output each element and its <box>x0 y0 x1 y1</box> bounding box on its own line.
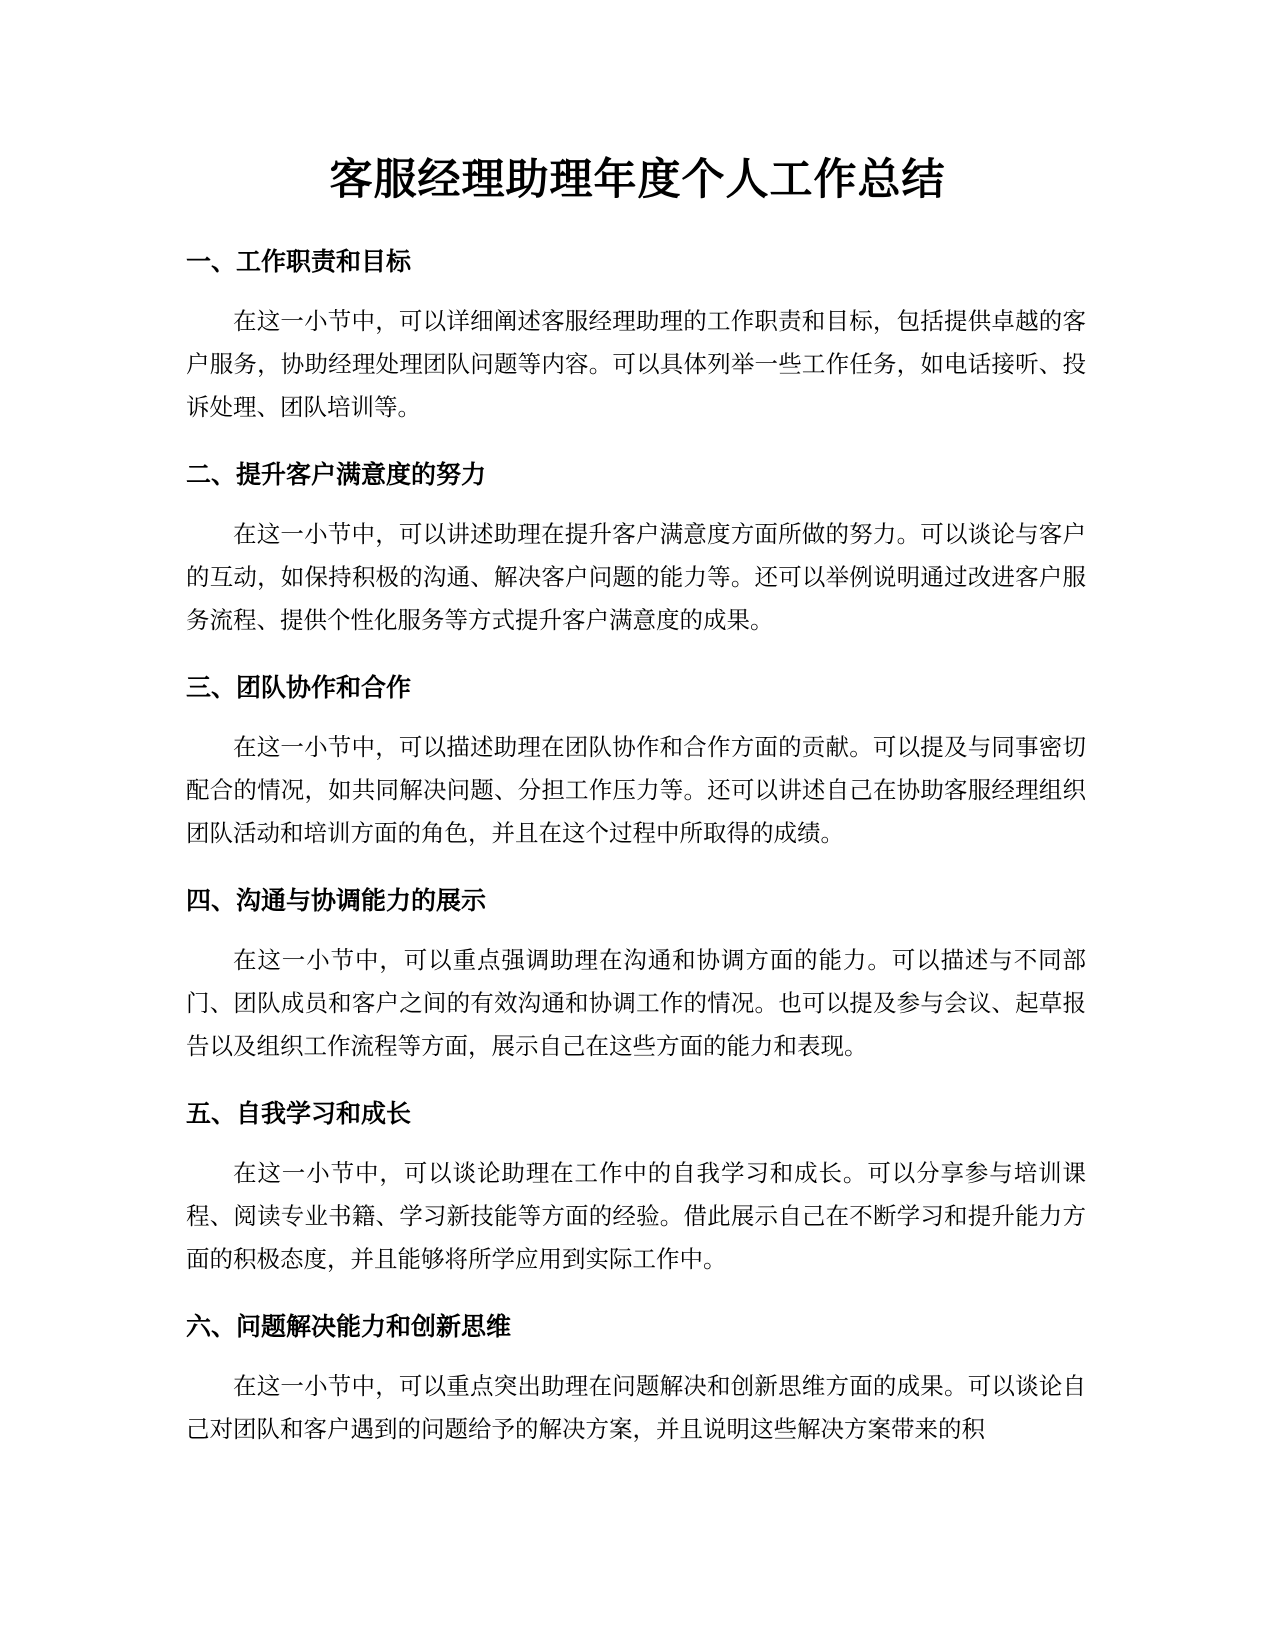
document-title: 客服经理助理年度个人工作总结 <box>329 155 946 205</box>
section-heading: 三、团队协作和合作 <box>186 673 412 702</box>
section <box>186 883 1086 1068</box>
section-heading: 六、问题解决能力和创新思维 <box>186 1312 512 1341</box>
section <box>186 1309 1086 1451</box>
section <box>186 670 1086 855</box>
section-heading: 五、自我学习和成长 <box>186 1099 412 1128</box>
section-body: 在这一小节中，可以描述助理在团队协作和合作方面的贡献。可以提及与同事密切配合的情况，如共同解决问题、分担工作压力等。还可以讲述自己在协助客服经理组织团队活动和培训方面的角色，并且在这个过程中所取得的成绩。 <box>186 733 1086 847</box>
section-heading: 四、沟通与协调能力的展示 <box>186 886 487 915</box>
section <box>186 457 1086 642</box>
section-body: 在这一小节中，可以讲述助理在提升客户满意度方面所做的努力。可以谈论与客户的互动，如保持积极的沟通、解决客户问题的能力等。还可以举例说明通过改进客户服务流程、提供个性化服务等方式提升客户满意度的成果。 <box>186 520 1086 634</box>
section <box>186 244 1086 429</box>
section <box>186 1096 1086 1281</box>
section-body: 在这一小节中，可以谈论助理在工作中的自我学习和成长。可以分享参与培训课程、阅读专业书籍、学习新技能等方面的经验。借此展示自己在不断学习和提升能力方面的积极态度，并且能够将所学应用到实际工作中。 <box>186 1159 1086 1273</box>
section-body: 在这一小节中，可以详细阐述客服经理助理的工作职责和目标，包括提供卓越的客户服务，协助经理处理团队问题等内容。可以具体列举一些工作任务，如电话接听、投诉处理、团队培训等。 <box>186 307 1086 421</box>
section-body: 在这一小节中，可以重点强调助理在沟通和协调方面的能力。可以描述与不同部门、团队成员和客户之间的有效沟通和协调工作的情况。也可以提及参与会议、起草报告以及组织工作流程等方面，展示自己在这些方面的能力和表现。 <box>186 946 1086 1060</box>
section-heading: 二、提升客户满意度的努力 <box>186 460 487 489</box>
document-content <box>186 244 1086 1479</box>
section-heading: 一、工作职责和目标 <box>186 247 412 276</box>
section-body: 在这一小节中，可以重点突出助理在问题解决和创新思维方面的成果。可以谈论自己对团队和客户遇到的问题给予的解决方案，并且说明这些解决方案带来的积 <box>186 1372 1086 1443</box>
